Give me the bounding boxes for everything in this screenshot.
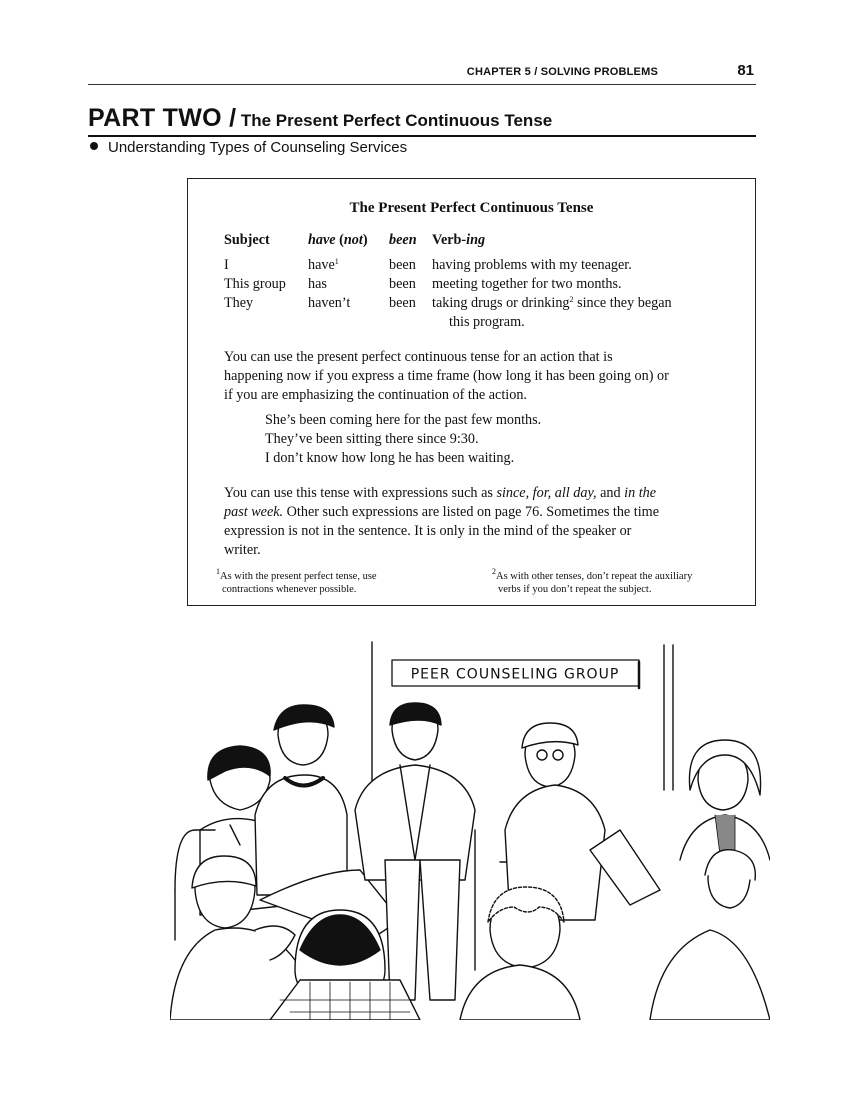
page-number: 81 bbox=[737, 62, 754, 79]
row-been: been bbox=[389, 276, 416, 292]
example-sentence: They’ve been sitting there since 9:30. bbox=[265, 431, 479, 447]
header-subject: Subject bbox=[224, 232, 270, 248]
example-sentence: I don’t know how long he has been waiting. bbox=[265, 450, 515, 466]
footnote-2: $^2$As with other tenses, don’t repeat the auxiliary verbs if you don’t repeat the subject. bbox=[492, 567, 693, 595]
person-woman-right bbox=[680, 740, 770, 860]
bullet-icon bbox=[90, 142, 98, 150]
example-sentence: She’s been coming here for the past few months. bbox=[265, 412, 542, 428]
chapter-title: CHAPTER 5 / SOLVING PROBLEMS bbox=[466, 66, 658, 78]
row-subject: They bbox=[224, 295, 254, 311]
header-verb-ing: Verb-ing bbox=[432, 232, 486, 248]
section-subheading bbox=[90, 139, 407, 156]
row-subject: I bbox=[224, 257, 229, 273]
part-label: PART TWO / bbox=[88, 104, 237, 132]
part-title: The Present Perfect Continuous Tense bbox=[240, 111, 553, 130]
grammar-box-title: The Present Perfect Continuous Tense bbox=[349, 200, 594, 216]
counseling-group-illustration bbox=[170, 630, 770, 1020]
row-subject: This group bbox=[224, 276, 286, 292]
footnote-1: $^1$As with the present perfect tense, use contractions whenever possible. bbox=[216, 567, 377, 595]
row-been: been bbox=[389, 295, 416, 311]
row-have: has bbox=[308, 276, 327, 292]
row-verb: meeting together for two months. bbox=[432, 276, 622, 292]
part-heading bbox=[88, 104, 756, 137]
header-have-not: have (not) bbox=[308, 232, 368, 248]
footnote-ref: 1 bbox=[334, 257, 339, 266]
running-head bbox=[88, 64, 756, 85]
explanation-paragraph-1: You can use the present perfect continuous tense for an action that is happening now if you express a time frame (how long it has been going on) or if you are emphasizing the continuation of the action. bbox=[224, 349, 669, 403]
row-verb: taking drugs or drinking$^2$ since they began bbox=[432, 295, 672, 311]
row-verb-continuation: this program. bbox=[449, 314, 525, 330]
footnote-ref: 2 bbox=[569, 295, 574, 304]
explanation-paragraph-2: You can use this tense with expressions such as since, for, all day, and in the past week. Other such expressions are listed on page 76. Sometimes the time expression is not in the sentence. It is only in the mind of the speaker or writer. bbox=[224, 485, 659, 558]
sign-text: PEER COUNSELING GROUP bbox=[410, 666, 620, 683]
grammar-box bbox=[187, 178, 756, 606]
row-have: have$^1$ bbox=[308, 257, 339, 273]
row-been: been bbox=[389, 257, 416, 273]
row-verb: having problems with my teenager. bbox=[432, 257, 632, 273]
person-woman-right-front bbox=[650, 850, 770, 1020]
example-sentences bbox=[265, 411, 541, 468]
subheading-text: Understanding Types of Counseling Services bbox=[108, 139, 408, 156]
row-have: haven’t bbox=[308, 295, 351, 311]
header-been: been bbox=[389, 232, 417, 248]
